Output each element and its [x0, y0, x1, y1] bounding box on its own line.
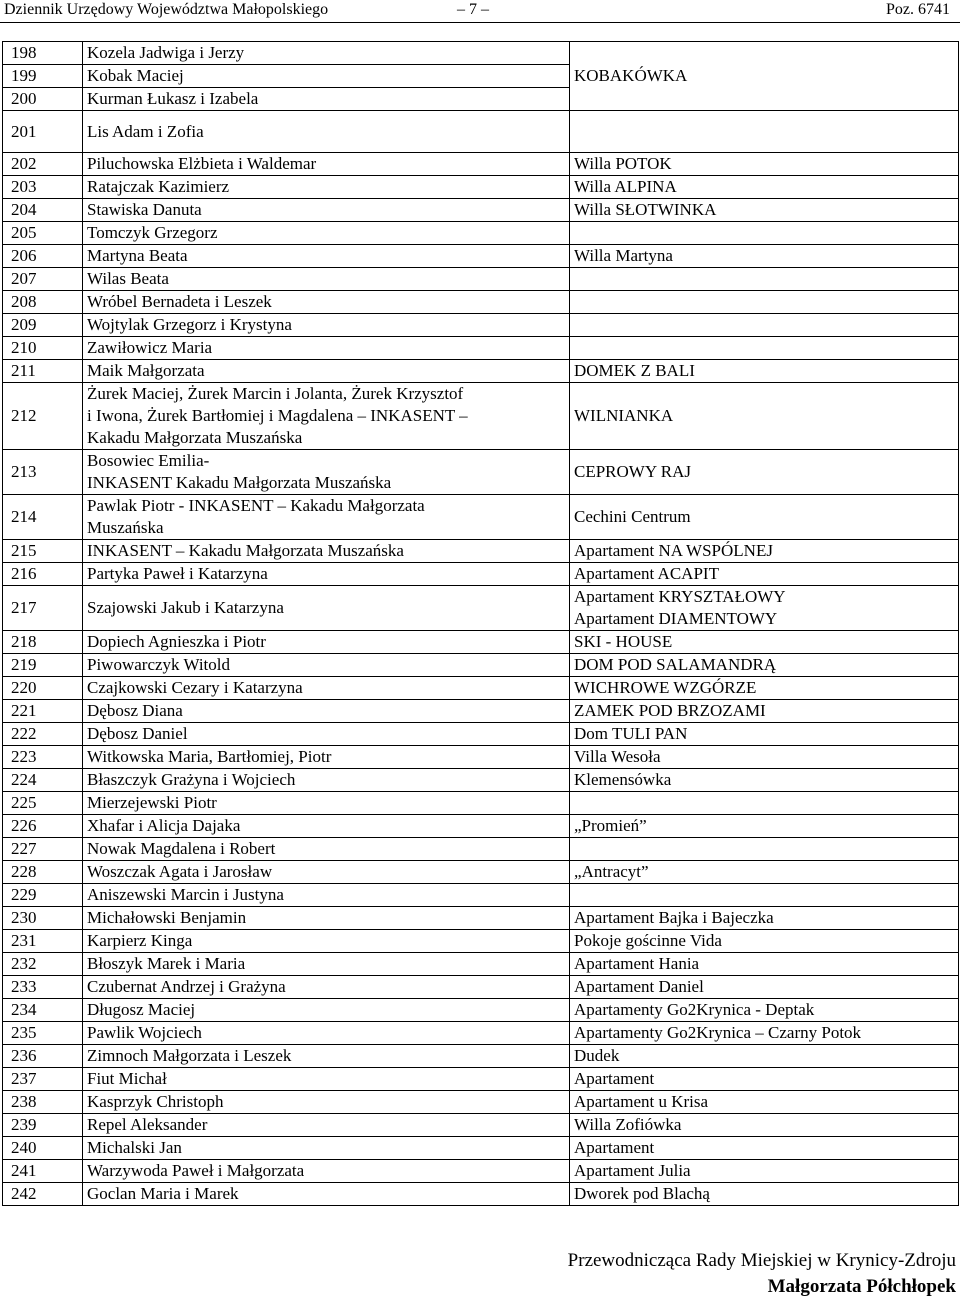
row-number: 217 [3, 586, 83, 631]
owner-name: Repel Aleksander [83, 1114, 570, 1137]
table-row [3, 360, 959, 383]
object-name: DOM POD SALAMANDRĄ [570, 654, 959, 677]
row-number: 212 [3, 383, 83, 450]
owner-name: Dopiech Agnieszka i Piotr [83, 631, 570, 654]
table-row [3, 1183, 959, 1206]
object-name: Apartament ACAPIT [570, 563, 959, 586]
page-number: – 7 – [457, 1, 489, 18]
row-number: 211 [3, 360, 83, 383]
owner-name [83, 383, 570, 450]
owner-name: Pawlik Wojciech [83, 1022, 570, 1045]
table-row [3, 111, 959, 153]
object-name: Dom TULI PAN [570, 723, 959, 746]
object-name [570, 792, 959, 815]
owner-name: Martyna Beata [83, 245, 570, 268]
object-name [570, 111, 959, 153]
owner-name: Zawiłowicz Maria [83, 337, 570, 360]
row-number: 242 [3, 1183, 83, 1206]
owner-name: Nowak Magdalena i Robert [83, 838, 570, 861]
row-number: 209 [3, 314, 83, 337]
object-name: Apartament u Krisa [570, 1091, 959, 1114]
position-number: Poz. 6741 [886, 1, 950, 18]
object-name: Apartament [570, 1068, 959, 1091]
object-name: WICHROWE WZGÓRZE [570, 677, 959, 700]
table-row [3, 769, 959, 792]
object-name: Apartament Daniel [570, 976, 959, 999]
owner-name: Długosz Maciej [83, 999, 570, 1022]
table-row [3, 245, 959, 268]
object-name: Dworek pod Blachą [570, 1183, 959, 1206]
table-row [3, 1160, 959, 1183]
row-number: 207 [3, 268, 83, 291]
register-table-body [3, 42, 959, 631]
signatory-title: Przewodnicząca Rady Miejskiej w Krynicy-Zdroju [567, 1250, 956, 1271]
row-number: 234 [3, 999, 83, 1022]
owner-name: Witkowska Maria, Bartłomiej, Piotr [83, 746, 570, 769]
object-name [570, 268, 959, 291]
owner-name: Zimnoch Małgorzata i Leszek [83, 1045, 570, 1068]
owner-name: Wróbel Bernadeta i Leszek [83, 291, 570, 314]
signatory-name: Małgorzata Półchłopek [767, 1276, 956, 1297]
table-row [3, 291, 959, 314]
table-row [3, 884, 959, 907]
object-name [570, 884, 959, 907]
object-name: Apartamenty Go2Krynica - Deptak [570, 999, 959, 1022]
table-row [3, 746, 959, 769]
journal-title: Dziennik Urzędowy Województwa Małopolskiego [4, 1, 329, 18]
object-name [570, 838, 959, 861]
row-number: 232 [3, 953, 83, 976]
row-number: 239 [3, 1114, 83, 1137]
object-name: ZAMEK POD BRZOZAMI [570, 700, 959, 723]
row-number: 222 [3, 723, 83, 746]
owner-name: Goclan Maria i Marek [83, 1183, 570, 1206]
owner-name: Dębosz Daniel [83, 723, 570, 746]
owner-name [83, 450, 570, 495]
owner-name: Wilas Beata [83, 268, 570, 291]
row-number: 203 [3, 176, 83, 199]
table-row [3, 199, 959, 222]
row-number: 226 [3, 815, 83, 838]
row-number: 228 [3, 861, 83, 884]
row-number: 215 [3, 540, 83, 563]
table-row [3, 631, 959, 654]
object-name: Apartament Julia [570, 1160, 959, 1183]
row-number: 213 [3, 450, 83, 495]
row-number: 206 [3, 245, 83, 268]
object-name: Klemensówka [570, 769, 959, 792]
owner-name: Czubernat Andrzej i Grażyna [83, 976, 570, 999]
owner-name: Stawiska Danuta [83, 199, 570, 222]
row-number: 235 [3, 1022, 83, 1045]
owner-name: Aniszewski Marcin i Justyna [83, 884, 570, 907]
row-number: 216 [3, 563, 83, 586]
object-name: Willa ALPINA [570, 176, 959, 199]
table-row [3, 1022, 959, 1045]
owner-name: Xhafar i Alicja Dajaka [83, 815, 570, 838]
owner-name: Kobak Maciej [83, 65, 570, 88]
object-name: „Antracyt” [570, 861, 959, 884]
table-row [3, 999, 959, 1022]
object-name: SKI - HOUSE [570, 631, 959, 654]
table-row [3, 1137, 959, 1160]
row-number: 225 [3, 792, 83, 815]
owner-name: INKASENT – Kakadu Małgorzata Muszańska [83, 540, 570, 563]
owner-name: Mierzejewski Piotr [83, 792, 570, 815]
row-number: 202 [3, 153, 83, 176]
owner-name: Michalski Jan [83, 1137, 570, 1160]
owner-name-line: Pawlak Piotr - INKASENT – Kakadu Małgorzata [87, 496, 425, 515]
row-number: 214 [3, 495, 83, 540]
owner-name: Szajowski Jakub i Katarzyna [83, 586, 570, 631]
table-row [3, 540, 959, 563]
owner-name: Błaszczyk Grażyna i Wojciech [83, 769, 570, 792]
register-table [2, 41, 959, 1206]
owner-name: Piwowarczyk Witold [83, 654, 570, 677]
owner-name: Tomczyk Grzegorz [83, 222, 570, 245]
row-number: 198 [3, 42, 83, 65]
table-row [3, 495, 959, 540]
table-row [3, 861, 959, 884]
table-row [3, 700, 959, 723]
object-name: KOBAKÓWKA [570, 42, 959, 111]
row-number: 233 [3, 976, 83, 999]
object-name-line: Apartament DIAMENTOWY [574, 609, 778, 628]
row-number: 205 [3, 222, 83, 245]
table-row [3, 383, 959, 450]
table-row [3, 907, 959, 930]
object-name-line: Apartament KRYSZTAŁOWY [574, 587, 786, 606]
object-name: Apartament NA WSPÓLNEJ [570, 540, 959, 563]
row-number: 240 [3, 1137, 83, 1160]
owner-name: Błoszyk Marek i Maria [83, 953, 570, 976]
object-name [570, 222, 959, 245]
owner-name-line: Bosowiec Emilia- [87, 451, 210, 470]
owner-name-line: i Iwona, Żurek Bartłomiej i Magdalena – INKASENT – [87, 406, 468, 425]
page-header [0, 0, 960, 23]
table-row [3, 314, 959, 337]
row-number: 241 [3, 1160, 83, 1183]
row-number: 230 [3, 907, 83, 930]
owner-name: Piluchowska Elżbieta i Waldemar [83, 153, 570, 176]
row-number: 227 [3, 838, 83, 861]
owner-name: Woszczak Agata i Jarosław [83, 861, 570, 884]
row-number: 210 [3, 337, 83, 360]
owner-name: Wojtylak Grzegorz i Krystyna [83, 314, 570, 337]
table-row [3, 337, 959, 360]
owner-name: Fiut Michał [83, 1068, 570, 1091]
row-number: 229 [3, 884, 83, 907]
owner-name: Partyka Paweł i Katarzyna [83, 563, 570, 586]
owner-name: Czajkowski Cezary i Katarzyna [83, 677, 570, 700]
object-name [570, 337, 959, 360]
row-number: 238 [3, 1091, 83, 1114]
row-number: 219 [3, 654, 83, 677]
table-row [3, 792, 959, 815]
object-name: Willa Zofiówka [570, 1114, 959, 1137]
table-row [3, 723, 959, 746]
row-number: 201 [3, 111, 83, 153]
row-number: 200 [3, 88, 83, 111]
owner-name: Kozela Jadwiga i Jerzy [83, 42, 570, 65]
owner-name: Michałowski Benjamin [83, 907, 570, 930]
object-name [570, 314, 959, 337]
row-number: 236 [3, 1045, 83, 1068]
object-name: CEPROWY RAJ [570, 450, 959, 495]
row-number: 223 [3, 746, 83, 769]
table-row [3, 1091, 959, 1114]
owner-name: Karpierz Kinga [83, 930, 570, 953]
table-row [3, 677, 959, 700]
row-number: 199 [3, 65, 83, 88]
object-name: „Promień” [570, 815, 959, 838]
owner-name: Kurman Łukasz i Izabela [83, 88, 570, 111]
owner-name-line: Żurek Maciej, Żurek Marcin i Jolanta, Żurek Krzysztof [87, 384, 464, 403]
table-row [3, 153, 959, 176]
owner-name: Kasprzyk Christoph [83, 1091, 570, 1114]
object-name [570, 291, 959, 314]
owner-name-line: Kakadu Małgorzata Muszańska [87, 428, 303, 447]
object-name: Apartamenty Go2Krynica – Czarny Potok [570, 1022, 959, 1045]
row-number: 237 [3, 1068, 83, 1091]
owner-name-line: Muszańska [87, 518, 164, 537]
object-name: DOMEK Z BALI [570, 360, 959, 383]
row-number: 220 [3, 677, 83, 700]
owner-name-line: INKASENT Kakadu Małgorzata Muszańska [87, 473, 392, 492]
object-name: Willa Martyna [570, 245, 959, 268]
register-table-body [3, 631, 959, 1206]
table-row [3, 838, 959, 861]
object-name: Pokoje gościnne Vida [570, 930, 959, 953]
row-number: 218 [3, 631, 83, 654]
table-row [3, 563, 959, 586]
table-row [3, 450, 959, 495]
object-name: Dudek [570, 1045, 959, 1068]
object-name: Villa Wesoła [570, 746, 959, 769]
object-name: WILNIANKA [570, 383, 959, 450]
table-row [3, 1045, 959, 1068]
table-row [3, 930, 959, 953]
table-row [3, 222, 959, 245]
table-row [3, 953, 959, 976]
object-name: Apartament Bajka i Bajeczka [570, 907, 959, 930]
row-number: 224 [3, 769, 83, 792]
signature-block [568, 1248, 956, 1300]
table-row [3, 654, 959, 677]
row-number: 221 [3, 700, 83, 723]
row-number: 204 [3, 199, 83, 222]
table-row [3, 176, 959, 199]
object-name: Apartament Hania [570, 953, 959, 976]
table-row [3, 815, 959, 838]
table-row [3, 268, 959, 291]
object-name [570, 586, 959, 631]
row-number: 208 [3, 291, 83, 314]
table-row [3, 42, 959, 65]
owner-name: Dębosz Diana [83, 700, 570, 723]
row-number: 231 [3, 930, 83, 953]
table-row [3, 1068, 959, 1091]
table-row [3, 1114, 959, 1137]
object-name: Willa SŁOTWINKA [570, 199, 959, 222]
table-row [3, 586, 959, 631]
owner-name: Maik Małgorzata [83, 360, 570, 383]
object-name: Apartament [570, 1137, 959, 1160]
object-name: Willa POTOK [570, 153, 959, 176]
owner-name [83, 495, 570, 540]
table-row [3, 976, 959, 999]
owner-name: Lis Adam i Zofia [83, 111, 570, 153]
owner-name: Warzywoda Paweł i Małgorzata [83, 1160, 570, 1183]
owner-name: Ratajczak Kazimierz [83, 176, 570, 199]
object-name: Cechini Centrum [570, 495, 959, 540]
